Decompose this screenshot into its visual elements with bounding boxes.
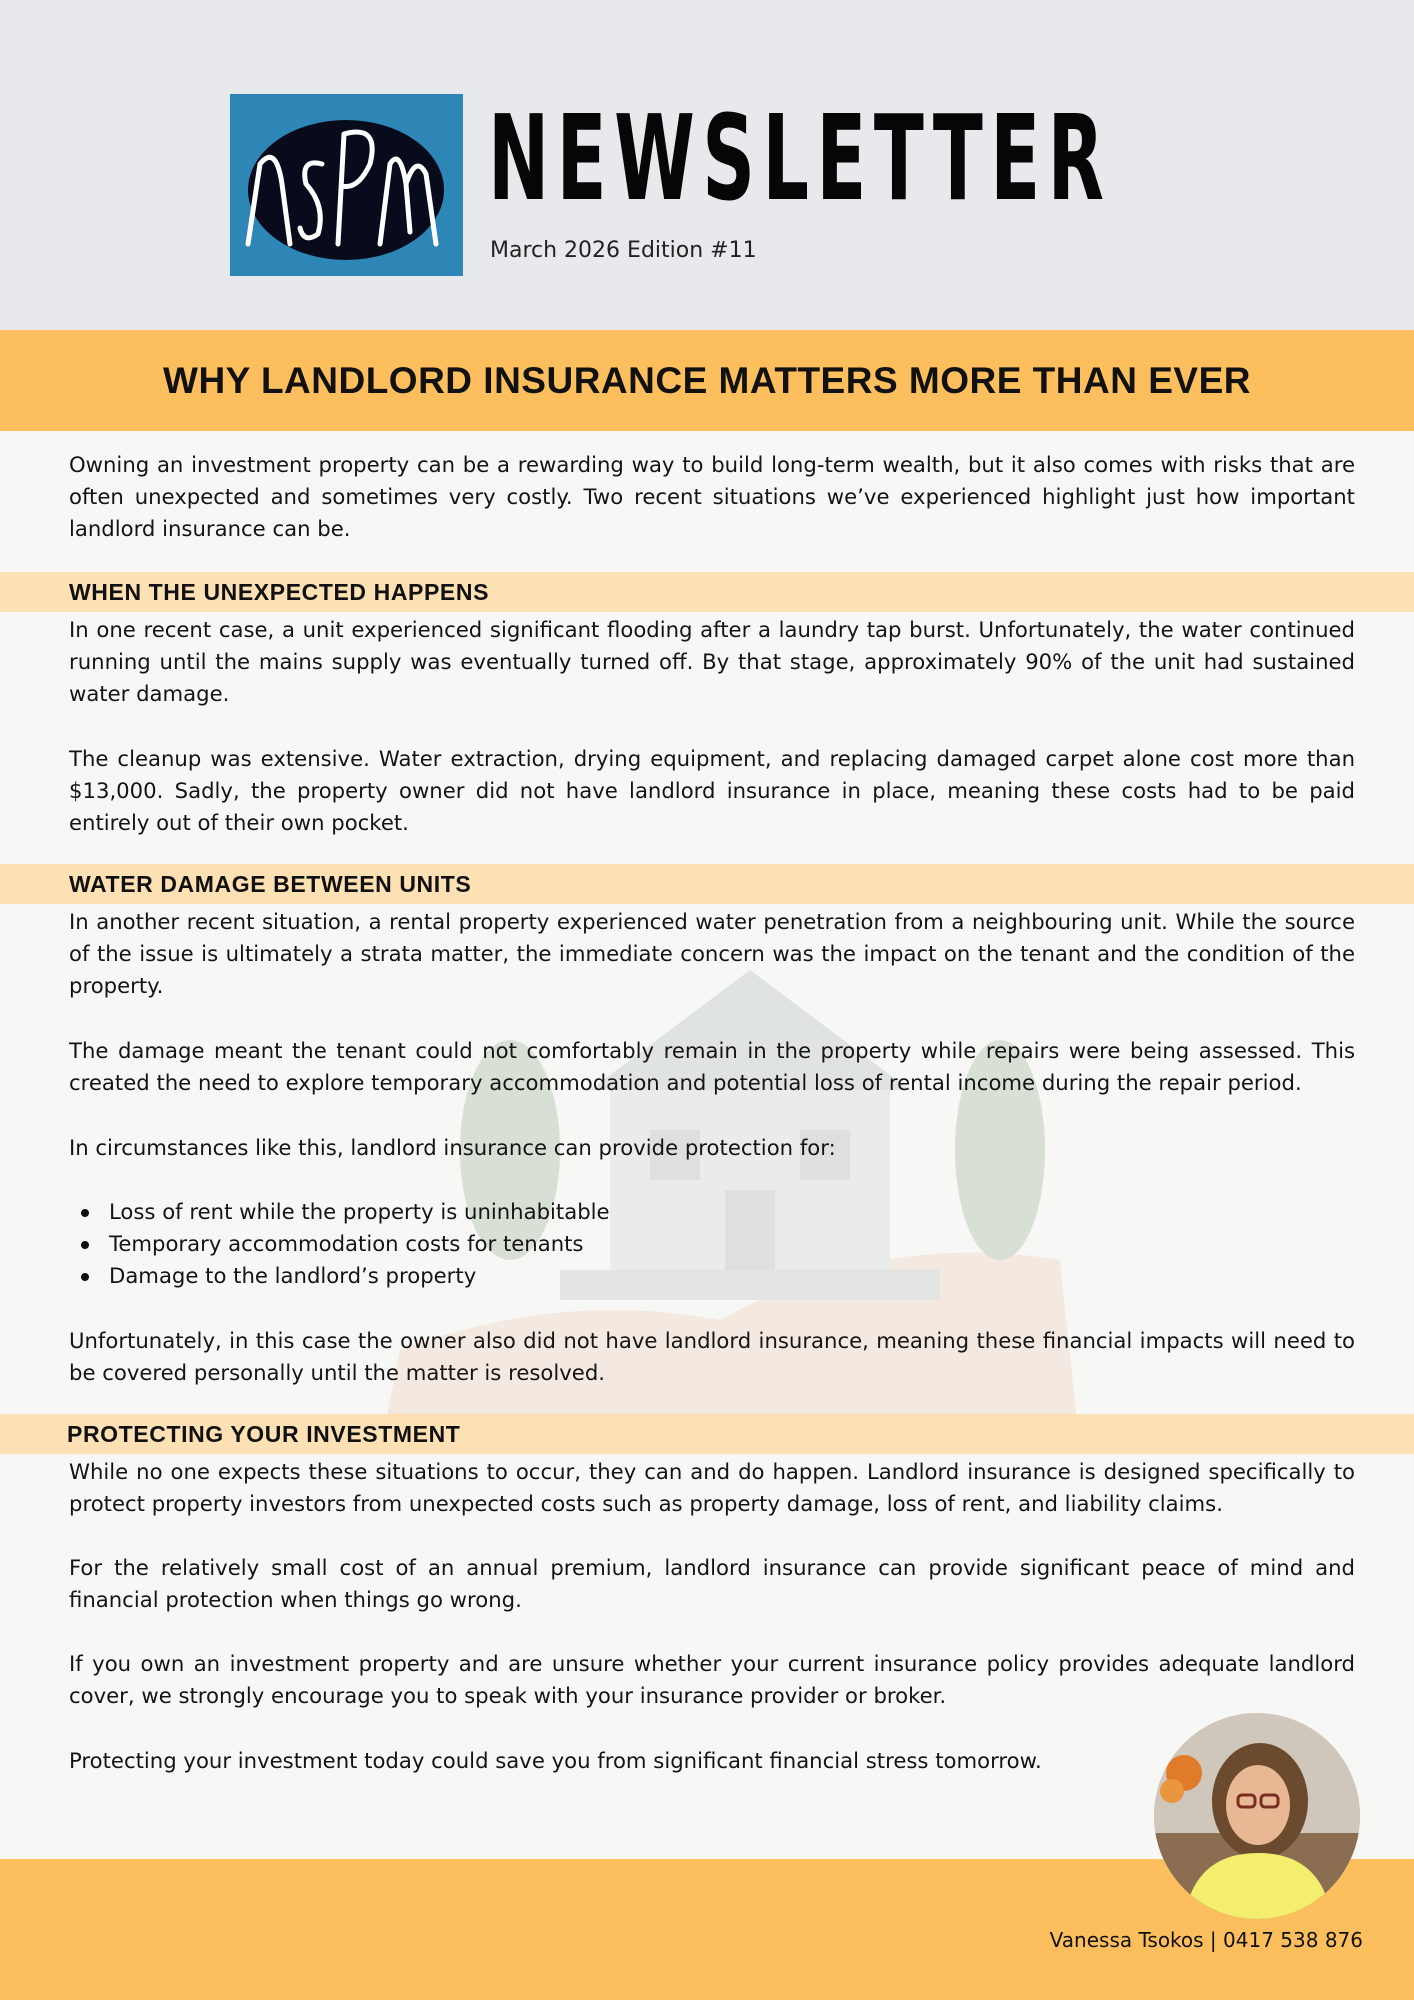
- paragraph: In another recent situation, a rental property experienced water penetration from a neighbouring unit. While the source of the issue is ultimately a strata matter, the immediate concern was the impact on the tenant and the condition of the property.: [69, 909, 1355, 998]
- paragraph: If you own an investment property and are unsure whether your current insurance policy provides adequate landlord cover, we strongly encourage you to speak with your insurance provider or broker.: [69, 1651, 1355, 1708]
- paragraph: Unfortunately, in this case the owner also did not have landlord insurance, meaning these financial impacts will need to be covered personally until the matter is resolved.: [69, 1328, 1355, 1385]
- paragraph: In circumstances like this, landlord insurance can provide protection for:: [69, 1135, 836, 1160]
- paragraph: For the relatively small cost of an annual premium, landlord insurance can provide significant peace of mind and financial protection when things go wrong.: [69, 1555, 1355, 1612]
- section-heading: WHEN THE UNEXPECTED HAPPENS: [69, 579, 490, 605]
- contact-info: Vanessa Tsokos | 0417 538 876: [1049, 1928, 1363, 1952]
- section-band-2: [0, 864, 1414, 904]
- newsletter-title: NEWSLETTER: [488, 89, 1112, 227]
- article-title: WHY LANDLORD INSURANCE MATTERS MORE THAN EVER: [163, 360, 1251, 401]
- section-heading: PROTECTING YOUR INVESTMENT: [67, 1421, 461, 1447]
- paragraph: Protecting your investment today could save you from significant financial stress tomorrow.: [69, 1748, 1042, 1773]
- paragraph: While no one expects these situations to occur, they can and do happen. Landlord insurance is designed specifically to protect property investors from unexpected costs such as property damage, loss of rent, and liability claims.: [69, 1459, 1355, 1516]
- paragraph: The cleanup was extensive. Water extraction, drying equipment, and replacing damaged carpet alone cost more than $13,000. Sadly, the property owner did not have landlord insurance in place, meaning these costs had to be paid entirely out of their own pocket.: [69, 746, 1355, 835]
- coverage-list: [69, 1196, 610, 1292]
- list-item: Damage to the landlord’s property: [69, 1260, 610, 1292]
- intro-paragraph: Owning an investment property can be a rewarding way to build long-term wealth, but it also comes with risks that are often unexpected and sometimes very costly. Two recent situations we’ve experienced highlight just how important landlord insurance can be.: [69, 452, 1355, 541]
- avatar: [1154, 1713, 1360, 1919]
- nspm-logo: [230, 94, 463, 276]
- section-band-1: [0, 572, 1414, 612]
- edition-label: March 2026 Edition #11: [490, 238, 757, 263]
- section-band-3: [0, 1414, 1414, 1454]
- article-title-band: [0, 330, 1414, 431]
- list-item: Temporary accommodation costs for tenants: [69, 1228, 610, 1260]
- list-item: Loss of rent while the property is uninhabitable: [69, 1196, 610, 1228]
- paragraph: In one recent case, a unit experienced significant flooding after a laundry tap burst. Unfortunately, the water continued running until the mains supply was eventually turned off. By that stage, approximately 90% of the unit had sustained water damage.: [69, 617, 1355, 706]
- paragraph: The damage meant the tenant could not comfortably remain in the property while repairs were being assessed. This created the need to explore temporary accommodation and potential loss of rental income during the repair period.: [69, 1038, 1355, 1095]
- section-heading: WATER DAMAGE BETWEEN UNITS: [69, 871, 472, 897]
